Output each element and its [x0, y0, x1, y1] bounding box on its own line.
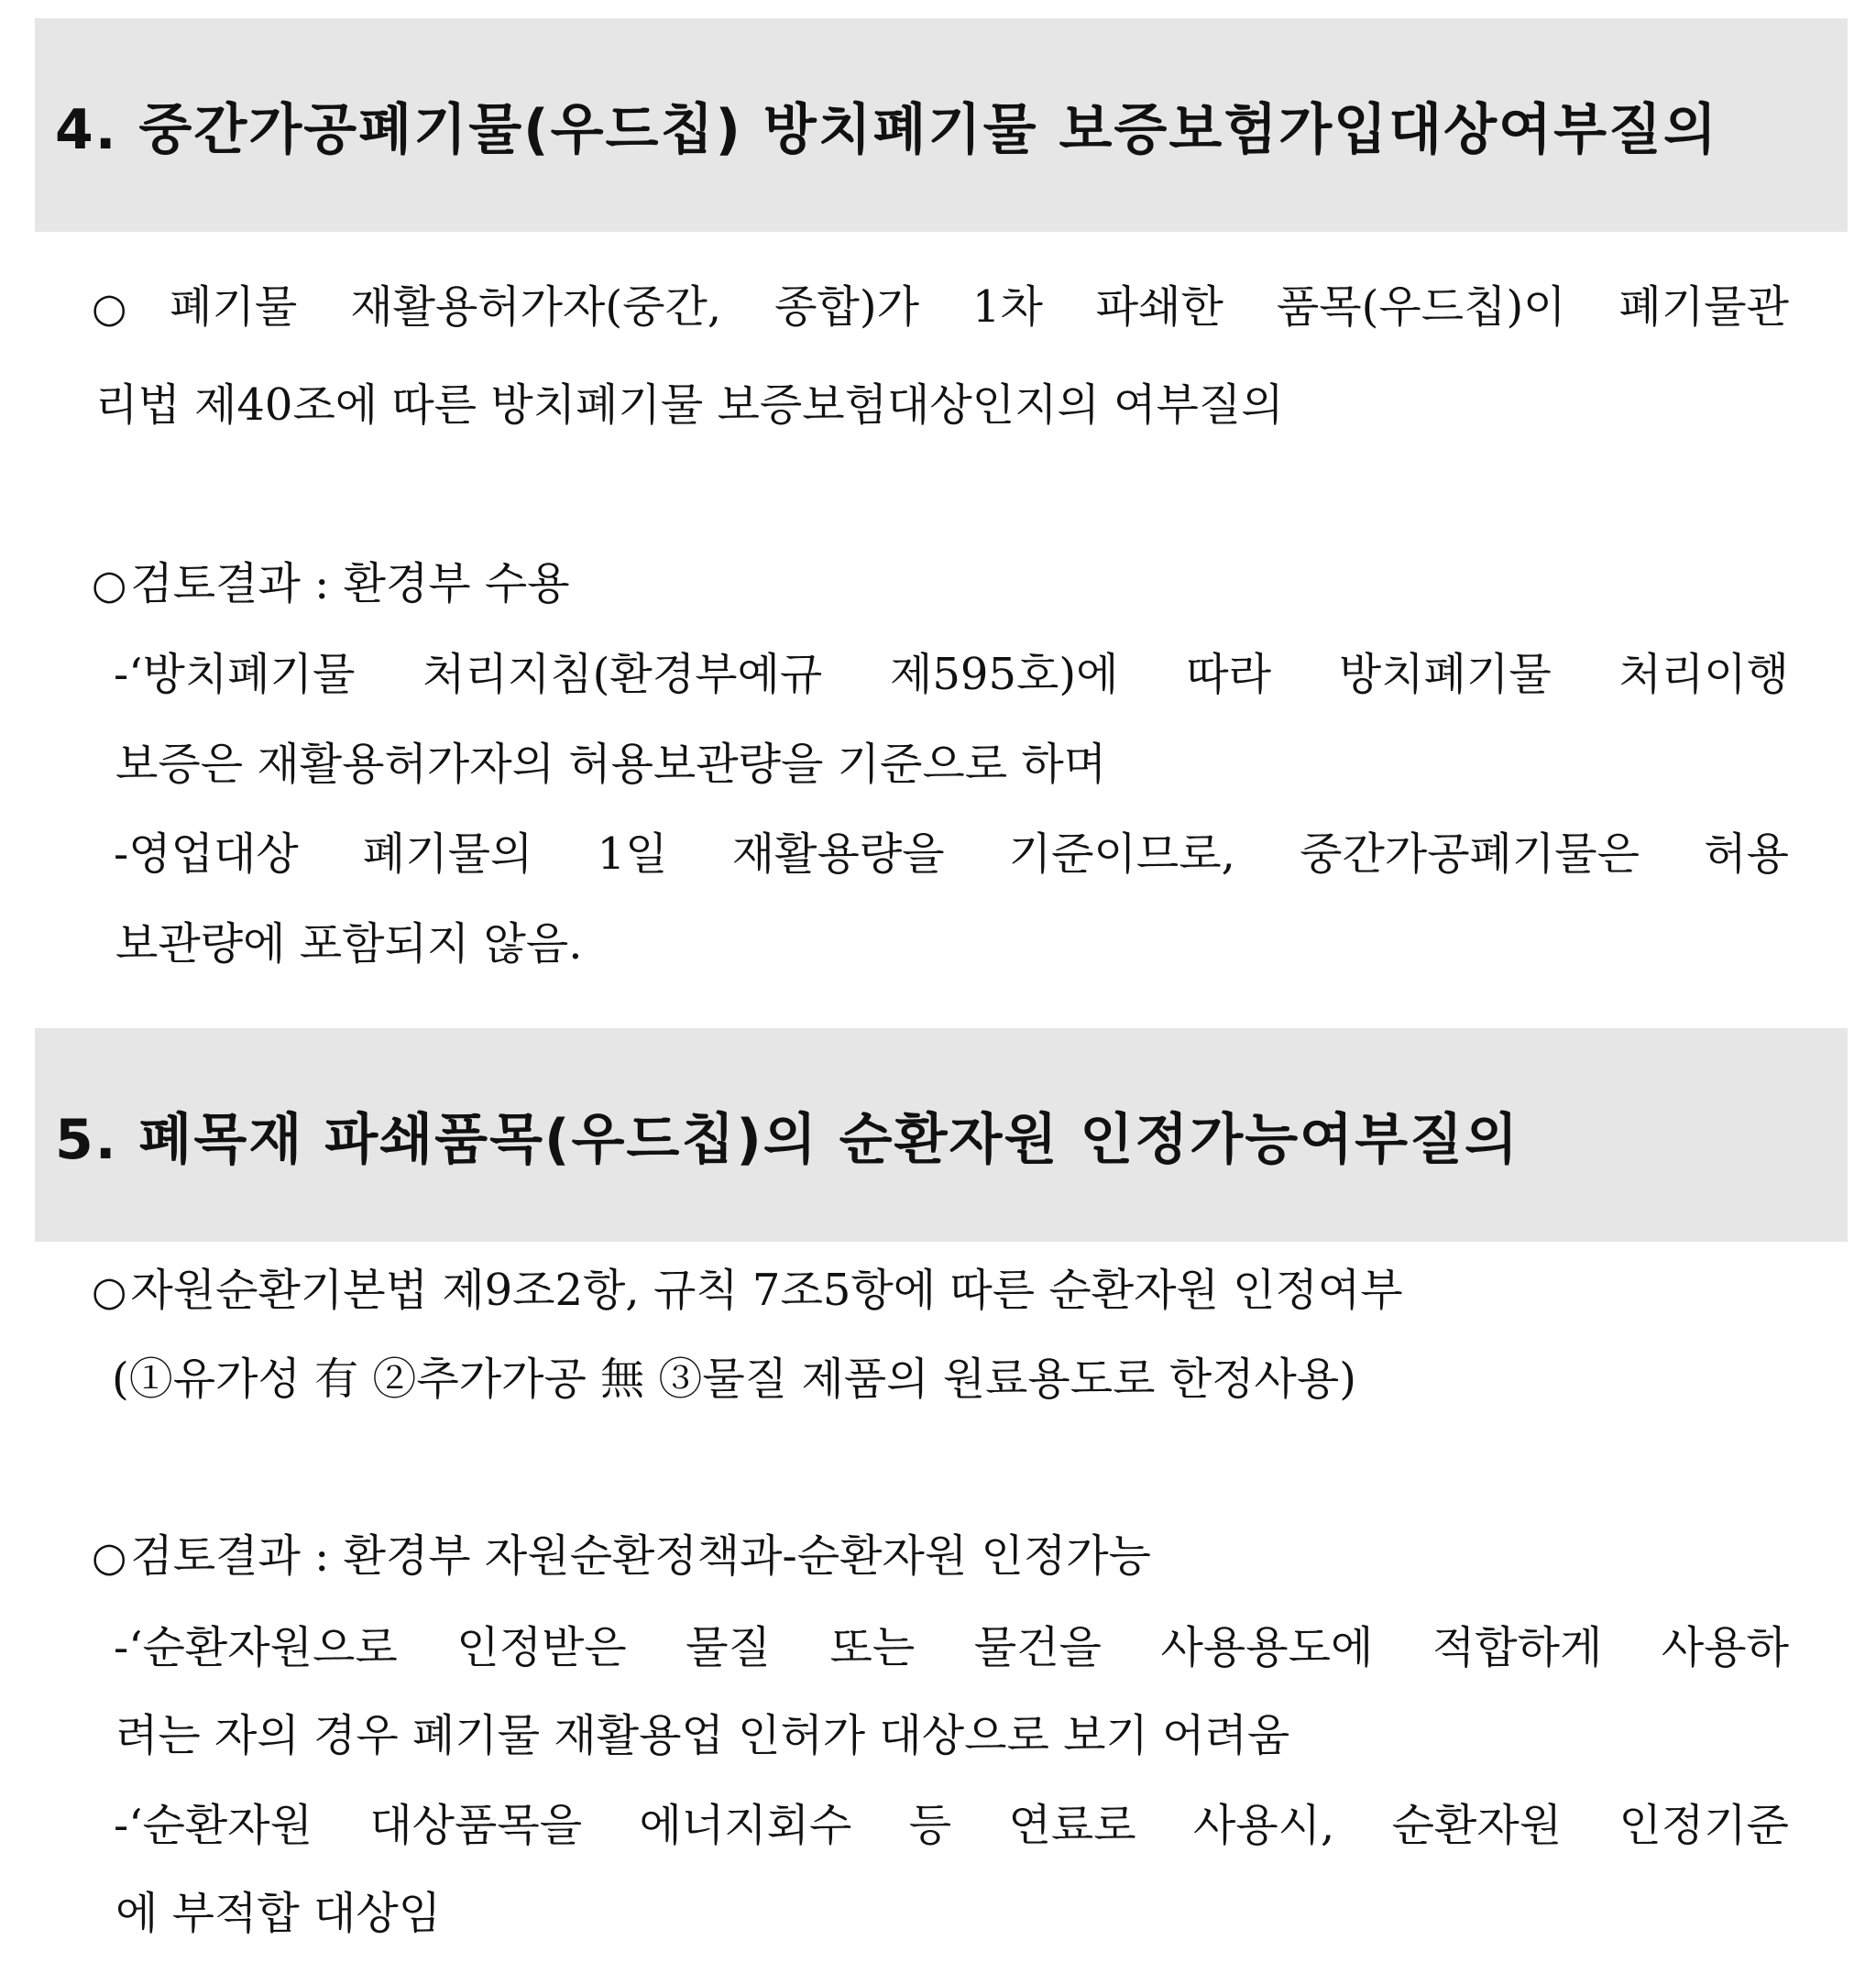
section-4-title: 4. 중간가공폐기물(우드칩) 방치폐기물 보증보험가입대상여부질의	[55, 97, 1718, 162]
bullet-icon: ○	[92, 285, 167, 332]
bullet-icon: ○	[92, 1268, 127, 1315]
section-5-question-text-1: 자원순환기본법 제9조2항, 규칙 7조5항에 따른 순환자원 인정여부	[130, 1265, 1403, 1316]
section-4-item-2-line-2: 보관량에 포함되지 않음.	[115, 918, 583, 970]
section-4-question-text-1: 폐기물 재활용허가자(중간, 종합)가 1차 파쇄한 품목(우드칩)이 폐기물관	[170, 281, 1789, 333]
section-5-item-1-line-2: 려는 자의 경우 폐기물 재활용업 인허가 대상으로 보기 어려움	[115, 1710, 1290, 1761]
section-5-title: 5. 폐목재 파쇄품목(우드칩)의 순환자원 인정가능여부질의	[55, 1107, 1520, 1172]
section-5-item-1-line-1: -‘순환자원으로 인정받은 물질 또는 물건을 사용용도에 적합하게 사용하	[114, 1622, 1789, 1673]
section-5-item-2-line-1: -‘순환자원 대상품목을 에너지회수 등 연료로 사용시, 순환자원 인정기준	[114, 1800, 1789, 1851]
bullet-icon: ○	[92, 562, 127, 608]
section-4-item-1-line-2: 보증은 재활용허가자의 허용보관량을 기준으로 하며	[115, 739, 1107, 790]
section-4-result-line	[92, 556, 570, 611]
section-5-result-label: 검토결과 : 환경부 자원순환정책과-순환자원 인정가능	[130, 1530, 1151, 1582]
section-4-item-2-line-1: -영업대상 폐기물의 1일 재활용량을 기준이므로, 중간가공폐기물은 허용	[114, 828, 1789, 880]
section-4-question-line-2: 리법 제40조에 따른 방치폐기물 보증보험대상인지의 여부질의	[95, 379, 1284, 431]
bullet-icon: ○	[92, 1534, 127, 1581]
section-5-result-line	[92, 1529, 1151, 1584]
section-4-header	[35, 18, 1848, 232]
section-5-question-line-2: (①유가성 有 ②추가가공 無 ③물질 제품의 원료용도로 한정사용)	[112, 1354, 1356, 1405]
section-4-item-1-line-1: -‘방치폐기물 처리지침(환경부예규 제595호)에 따라 방치폐기물 처리이행	[114, 649, 1789, 700]
section-4-result-label: 검토결과 : 환경부 수용	[130, 558, 570, 609]
section-4-question-line-1	[92, 280, 1789, 334]
section-5-header	[35, 1028, 1848, 1242]
section-5-item-2-line-2: 에 부적합 대상임	[115, 1888, 442, 1939]
section-5-question-line-1	[92, 1263, 1403, 1318]
